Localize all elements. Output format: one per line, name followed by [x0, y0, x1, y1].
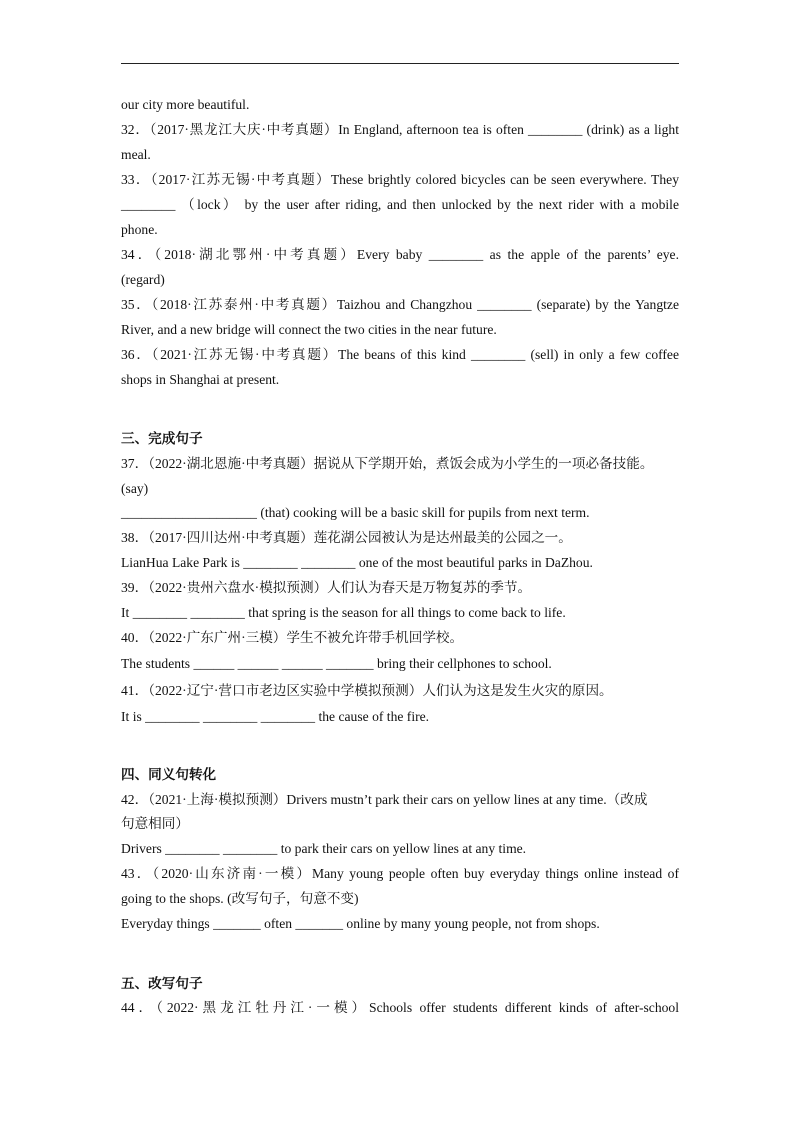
question-42: 42．（2021·上海·模拟预测）Drivers mustn’t park their cars on yellow lines at any time.（改成	[121, 792, 648, 807]
section-heading-4: 四、同义句转化	[121, 767, 217, 782]
text-line: 句意相同）	[121, 816, 189, 831]
question-32: 32．（2017·黑龙江大庆·中考真题）In England, afternoon tea is often ________ (drink) as a light	[121, 122, 679, 137]
answer-line: LianHua Lake Park is ________ ________ one of the most beautiful parks in DaZhou.	[121, 555, 593, 570]
answer-line: It ________ ________ that spring is the season for all things to come back to life.	[121, 605, 566, 620]
answer-line: The students ______ ______ ______ _______ bring their cellphones to school.	[121, 656, 552, 671]
question-35: 35．（2018·江苏泰州·中考真题）Taizhou and Changzhou ________ (separate) by the Yangtze	[121, 297, 679, 312]
text-line: ________ （lock） by the user after riding, and then unlocked by the next rider with a mobile	[121, 197, 679, 212]
text-line: River, and a new bridge will connect the two cities in the near future.	[121, 322, 497, 337]
question-39: 39．（2022·贵州六盘水·模拟预测）人们认为春天是万物复苏的季节。	[121, 580, 532, 595]
question-33: 33．（2017·江苏无锡·中考真题）These brightly colored bicycles can be seen everywhere. They	[121, 172, 679, 187]
answer-line: Everyday things _______ often _______ online by many young people, not from shops.	[121, 916, 600, 931]
section-heading-5: 五、改写句子	[121, 976, 203, 991]
question-34: 34．（2018·湖北鄂州·中考真题）Every baby ________ as the apple of the parents’ eye.	[121, 247, 679, 262]
question-41: 41．（2022·辽宁·营口市老边区实验中学模拟预测）人们认为这是发生火灾的原因。	[121, 683, 613, 698]
section-heading-3: 三、完成句子	[121, 431, 203, 446]
answer-line: ____________________ (that) cooking will be a basic skill for pupils from next term.	[121, 505, 590, 520]
answer-line: It is ________ ________ ________ the cause of the fire.	[121, 709, 430, 724]
question-38: 38．（2017·四川达州·中考真题）莲花湖公园被认为是达州最美的公园之一。	[121, 530, 572, 545]
text-line: going to the shops. (改写句子，句意不变)	[121, 891, 359, 906]
question-36: 36．（2021·江苏无锡·中考真题）The beans of this kind ________ (sell) in only a few coffee	[121, 347, 679, 362]
question-44: 44．（2022·黑龙江牡丹江·一模）Schools offer students different kinds of after-school	[121, 1000, 679, 1015]
question-40: 40．（2022·广东广州·三模）学生不被允许带手机回学校。	[121, 630, 464, 645]
text-line: (regard)	[121, 272, 165, 287]
text-line: phone.	[121, 222, 158, 237]
answer-line: Drivers ________ ________ to park their cars on yellow lines at any time.	[121, 841, 527, 856]
question-37: 37．（2022·湖北恩施·中考真题）据说从下学期开始，煮饭会成为小学生的一项必备技能。	[121, 456, 654, 471]
header-rule	[121, 63, 679, 64]
text-line: shops in Shanghai at present.	[121, 372, 280, 387]
text-line: (say)	[121, 481, 149, 496]
question-43: 43．（2020·山东济南·一模）Many young people often buy everyday things online instead of	[121, 866, 679, 881]
text-line: our city more beautiful.	[121, 97, 250, 112]
text-line: meal.	[121, 147, 151, 162]
